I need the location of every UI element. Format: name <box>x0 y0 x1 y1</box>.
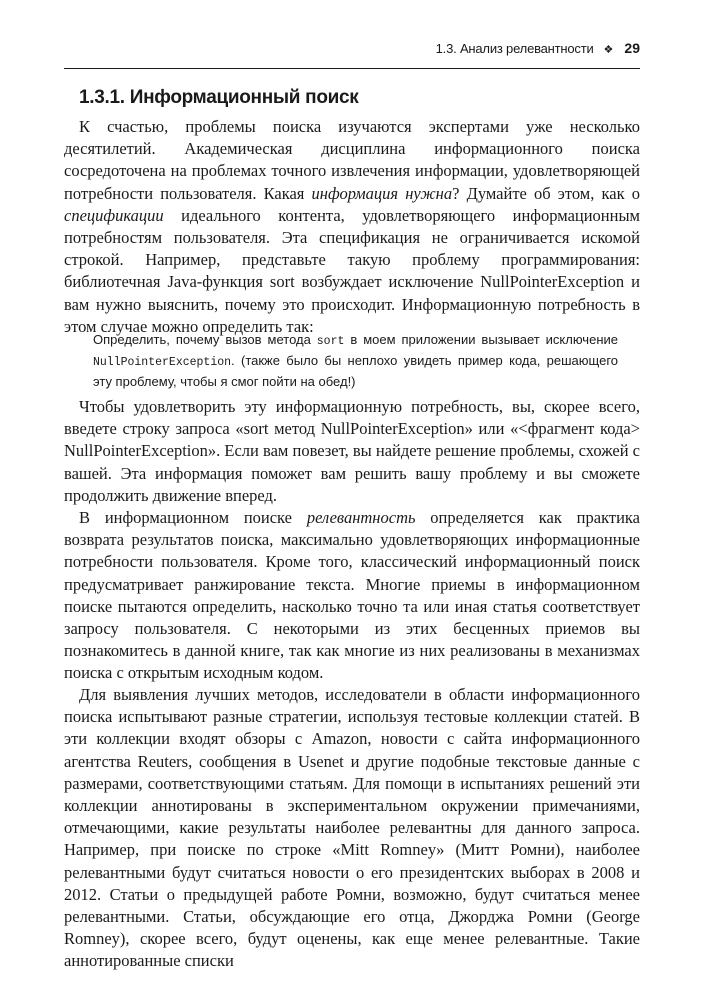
paragraph-1-emphasis-1: информация нужна <box>311 183 453 203</box>
section-title: 1.3.1. Информационный поиск <box>79 87 359 108</box>
paragraph-3-text-b: определяется как практика возврата результатов поиска, максимально удовлетворяющих информационные потребности пользователя. Кроме того, классический информационный поиск предусматривает ранжирование текста. Многие приемы в информационном поиске пытаются определить, насколько точно та или иная статья соответствует запросу пользователя. С некоторыми из этих бесценных приемов вы познакомитесь в данной книге, так как многие из них реализованы в механизмах поиска с открытым исходным кодом. <box>64 508 640 683</box>
paragraph-1 <box>64 116 640 338</box>
paragraph-1-text-c: идеального контента, удовлетворяющего информационным потребностям пользователя. Эта спецификация не ограничивается искомой строкой. Например, представьте такую проблему программирования: библиотечная Java-функция sort возбуждает исключение NullPointerException и вам нужно выяснить, почему это происходит. Информационную потребность в этом случае можно определить так: <box>64 205 640 336</box>
paragraph-3-text-a: В информационном поиске <box>79 508 307 527</box>
paragraph-2: Чтобы удовлетворить эту информационную потребность, вы, скорее всего, введете строку запроса «sort метод NullPointerException» или «<фрагмент кода> NullPointerException». Если вам повезет, вы найдете решение проблемы, схожей с вашей. Эта информация поможет вам решить вашу проблему и вы сможете продолжить движение вперед. <box>64 397 640 505</box>
example-text-c: . (также было бы неплохо увидеть пример кода, решающего эту проблему, чтобы я смог пойти на обед!) <box>93 353 618 389</box>
example-text-a: Определить, почему вызов метода <box>93 332 317 347</box>
example-code-sort: sort <box>316 335 345 348</box>
example-information-need <box>93 330 618 391</box>
paragraph-1-text-b: ? Думайте об этом, как о <box>452 183 640 203</box>
running-header <box>64 40 640 69</box>
page-number: 29 <box>624 40 640 56</box>
ornament-icon: ❖ <box>603 44 614 56</box>
paragraph-4: Для выявления лучших методов, исследователи в области информационного поиска испытывают разные стратегии, используя тестовые коллекции статей. В эти коллекции входят обзоры с Amazon, новости с сайта информационного агентства Reuters, сообщения в Usenet и другие подобные текстовые данные с размерами, соответствующими статьям. Для помощи в испытаниях решений эти коллекции аннотированы в экспериментальном окружении примечаниями, отмечающими, какие результаты наиболее релевантны для данного запроса. Например, при поиске по строке «Mitt Romney» (Митт Ромни), наиболее релевантными будут считаться новости о его президентских выборах в 2008 и 2012. Статьи о предыдущей работе Ромни, возможно, будут считаться менее релевантными. Статьи, обсуждающие его отца, Джорджа Ромни (George Romney), скорее всего, будут оценены, как еще менее релевантные. Такие аннотированные списки <box>64 685 640 971</box>
chapter-title: 1.3. Анализ релевантности <box>435 41 594 56</box>
paragraph-1-text-a: К счастью, проблемы поиска изучаются экспертами уже несколько десятилетий. Академическая дисциплина информационного поиска сосредоточена на проблемах точного извлечения информации, удовлетворяющей потребности пользователя. Какая <box>64 117 640 203</box>
paragraph-3 <box>64 507 640 685</box>
paragraph-3-emphasis: релевантность <box>306 508 416 527</box>
example-code-exception: NullPointerException <box>93 356 232 369</box>
example-text-b: в моем приложении вызывает исключение <box>344 332 618 347</box>
paragraph-1-emphasis-2: спецификации <box>64 205 164 225</box>
